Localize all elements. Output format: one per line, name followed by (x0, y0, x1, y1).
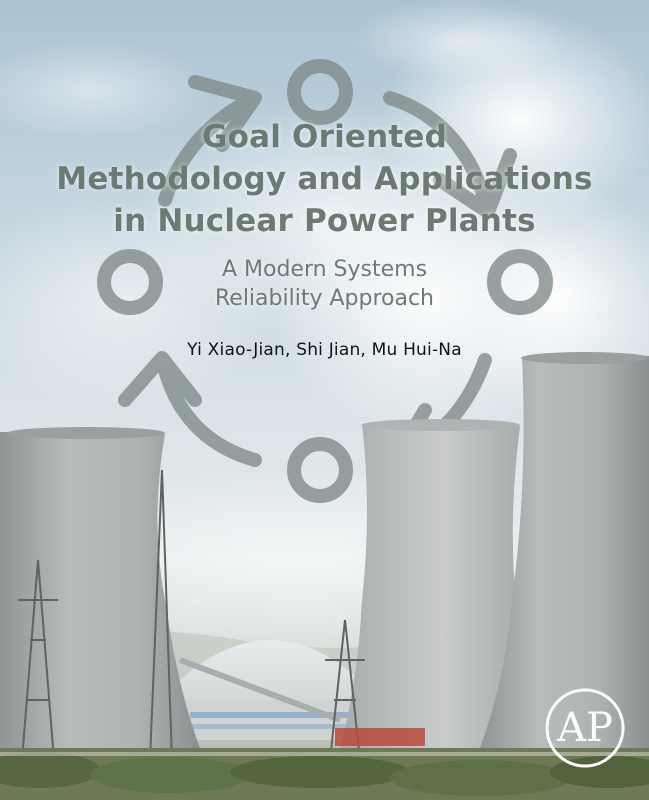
subtitle-line-2: Reliability Approach (214, 286, 434, 311)
title-line-2: Methodology and Applications (56, 161, 593, 197)
industrial-structure (335, 728, 425, 746)
foreground-trees (0, 748, 649, 800)
title-line-3: in Nuclear Power Plants (113, 203, 536, 239)
subtitle-line-1: A Modern Systems (221, 257, 428, 282)
publisher-logo-text: AP (557, 705, 613, 751)
authors: Yi Xiao-Jian, Shi Jian, Mu Hui-Na (187, 340, 462, 360)
title-line-1: Goal Oriented (201, 119, 448, 155)
